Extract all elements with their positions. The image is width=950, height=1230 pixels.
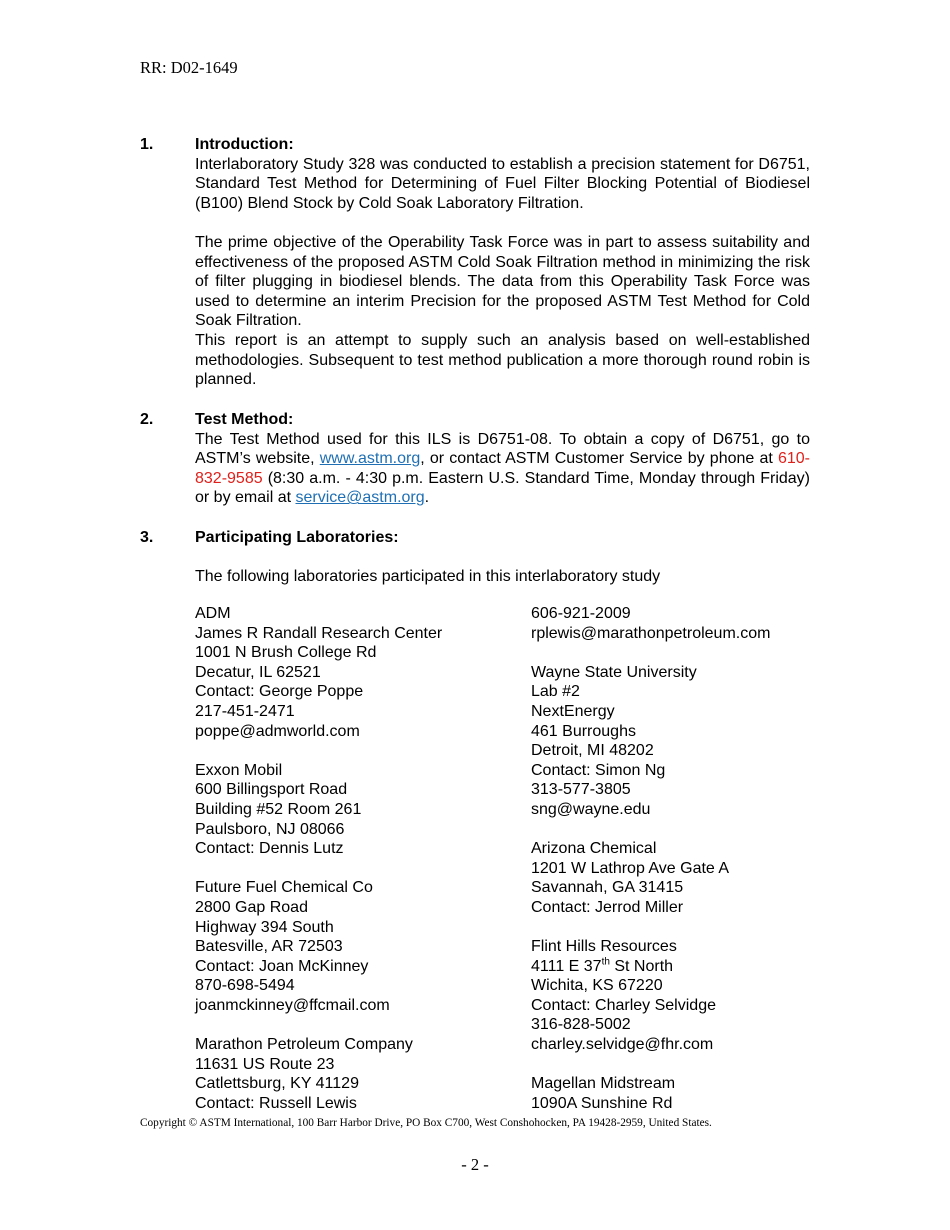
lab-line: 316-828-5002 [531, 1016, 631, 1034]
lab-line: 600 Billingsport Road [195, 781, 348, 799]
lab-line: 1001 N Brush College Rd [195, 644, 377, 662]
lab-column-right [531, 604, 821, 1113]
lab-line [531, 918, 821, 938]
lab-line: Wichita, KS 67220 [531, 977, 663, 995]
lab-line [195, 1015, 525, 1035]
lab-line: Contact: Dennis Lutz [195, 840, 344, 858]
lab-line: 461 Burroughs [531, 722, 636, 740]
lab-line: Marathon Petroleum Company [195, 1036, 413, 1054]
intro-paragraph-2: The prime objective of the Operability Task Force was in part to assess suitability and effectiveness of the proposed ASTM Cold Soak Filtration method in minimizing the risk of filter plugging in biodiesel blends. The data from this Operability Task Force was used to determine an interim Precision for the proposed ASTM Test Method for Cold Soak Filtration. [195, 233, 810, 330]
intro-paragraph-3: This report is an attempt to supply such an analysis based on well-established methodologies. Subsequent to test method publication a more thorough round robin is planned. [195, 331, 810, 389]
lab-line: Future Fuel Chemical Co [195, 879, 373, 897]
section-title: Introduction: [195, 136, 294, 153]
lab-line: rplewis@marathonpetroleum.com [531, 624, 771, 642]
lab-line [531, 820, 821, 840]
intro-paragraph-1: Interlaboratory Study 328 was conducted to establish a precision statement for D6751, Standard Test Method for Determining of Fuel Filter Blocking Potential of Biodiesel (B100) Blend Stock by Cold Soak Laboratory Filtration. [195, 155, 810, 212]
lab-line: Contact: Charley Selvidge [531, 996, 716, 1014]
lab-line: Contact: Joan McKinney [195, 957, 369, 975]
lab-line: 606-921-2009 [531, 605, 631, 622]
lab-line: 1201 W Lathrop Ave Gate A [531, 859, 730, 877]
section-introduction [140, 135, 810, 390]
document-id-header: RR: D02-1649 [140, 58, 238, 77]
lab-line: sng@wayne.edu [531, 800, 651, 818]
lab-line: Contact: George Poppe [195, 683, 364, 701]
lab-line: Highway 394 South [195, 918, 334, 936]
street-pre: 4111 E 37 [531, 957, 602, 975]
test-method-paragraph [195, 430, 810, 508]
lab-line: 313-577-3805 [531, 781, 631, 799]
astm-website-link[interactable]: www.astm.org [319, 450, 421, 468]
section-participating-labs [140, 528, 810, 587]
section-number: 3. [140, 529, 154, 546]
section-title: Test Method: [195, 411, 294, 428]
section-title: Participating Laboratories: [195, 529, 399, 546]
lab-line: Contact: Simon Ng [531, 761, 666, 779]
service-email-link[interactable]: service@astm.org [295, 489, 425, 507]
text-run: The Test Method used for this ILS is D6751-08. To obtain a copy of D6751, go to ASTM’s website, [195, 430, 810, 468]
lab-line: Batesville, AR 72503 [195, 938, 343, 956]
lab-line-street-superscript [531, 957, 821, 977]
street-post: St North [609, 957, 674, 975]
text-run: (8:30 a.m. - 4:30 p.m. Eastern U.S. Standard Time, Monday through Friday) or by email at [195, 469, 810, 507]
labs-intro: The following laboratories participated in this interlaboratory study [195, 568, 661, 586]
lab-column-left [195, 604, 525, 1113]
lab-line: Building #52 Room 261 [195, 800, 362, 818]
lab-line: ADM [195, 605, 231, 622]
section-number: 2. [140, 411, 154, 428]
lab-line [195, 741, 525, 761]
lab-line: 870-698-5494 [195, 977, 295, 995]
lab-line: joanmckinney@ffcmail.com [195, 996, 390, 1014]
lab-line: James R Randall Research Center [195, 624, 443, 642]
lab-line: 217-451-2471 [195, 702, 295, 720]
lab-line: Detroit, MI 48202 [531, 742, 654, 760]
lab-line [531, 643, 821, 663]
ordinal-suffix: th [601, 956, 610, 968]
section-number: 1. [140, 136, 154, 153]
lab-line: charley.selvidge@fhr.com [531, 1036, 714, 1054]
text-run: . [424, 489, 430, 507]
lab-line: 2800 Gap Road [195, 898, 308, 916]
lab-line: Contact: Jerrod Miller [531, 898, 684, 916]
text-run: , or contact ASTM Customer Service by phone at [420, 450, 778, 468]
lab-line: Flint Hills Resources [531, 938, 677, 956]
lab-line: Paulsboro, NJ 08066 [195, 820, 345, 838]
customer-service-phone: 610-832-9585 [195, 450, 811, 487]
section-test-method [140, 410, 810, 508]
lab-line: Exxon Mobil [195, 761, 283, 779]
lab-line: Savannah, GA 31415 [531, 879, 684, 897]
lab-line: Catlettsburg, KY 41129 [195, 1075, 359, 1093]
lab-line: Decatur, IL 62521 [195, 663, 321, 681]
lab-line: NextEnergy [531, 702, 615, 720]
lab-line: Contact: Russell Lewis [195, 1094, 357, 1112]
lab-line: 11631 US Route 23 [195, 1055, 335, 1073]
copyright-footer: Copyright © ASTM International, 100 Barr Harbor Drive, PO Box C700, West Conshohocken, PA 19428-2959, United States. [140, 1117, 712, 1129]
lab-line: Wayne State University [531, 663, 697, 681]
lab-line: 1090A Sunshine Rd [531, 1094, 673, 1112]
lab-line: poppe@admworld.com [195, 722, 360, 740]
page-number: - 2 - [461, 1155, 489, 1174]
lab-line: Lab #2 [531, 683, 580, 701]
lab-line: Magellan Midstream [531, 1075, 676, 1093]
lab-line [531, 1055, 821, 1075]
lab-line [195, 859, 525, 879]
lab-line: Arizona Chemical [531, 840, 657, 858]
